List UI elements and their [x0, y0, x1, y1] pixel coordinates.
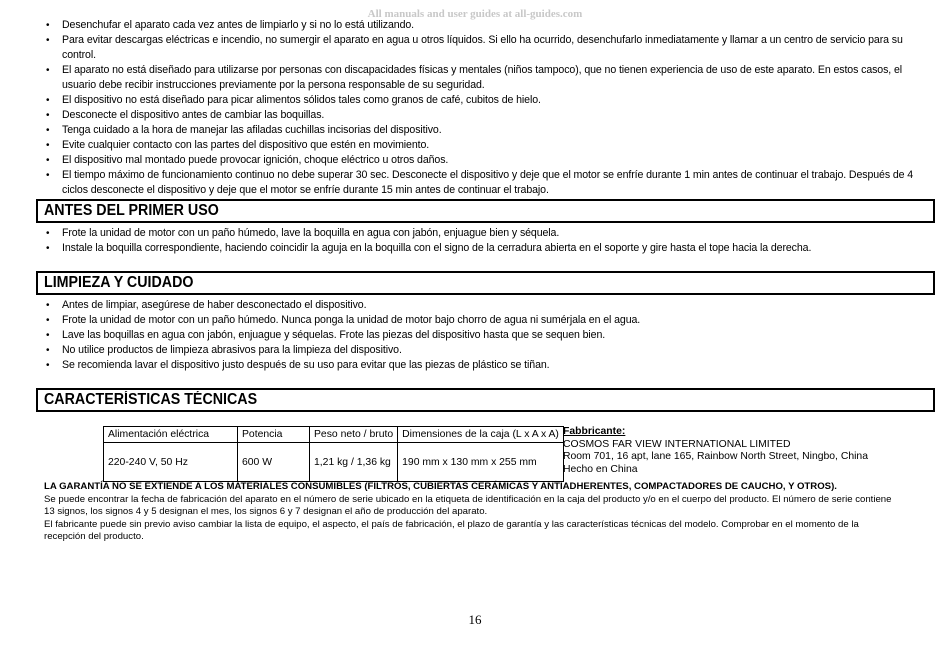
- table-header-cell: Alimentación eléctrica: [104, 427, 238, 443]
- manufacturer-origin: Hecho en China: [563, 463, 638, 475]
- cleaning-heading: [36, 271, 935, 295]
- table-row: [104, 443, 564, 482]
- list-item: • Tenga cuidado a la hora de manejar las afiladas cuchillas incisorias del dispositivo.: [40, 123, 935, 138]
- list-item: • El aparato no está diseñado para utilizarse por personas con discapacidades físicas y mentales (niños tampoco), que no tienen experiencia de uso de este aparato. En estos casos, el usuario debe recibir instrucciones previamente por la persona responsable de su seguridad.: [40, 63, 935, 93]
- list-item: • Desenchufar el aparato cada vez antes de limpiarlo y si no lo está utilizando.: [40, 18, 935, 33]
- table-cell: 1,21 kg / 1,36 kg: [310, 443, 398, 482]
- list-item: • El tiempo máximo de funcionamiento continuo no debe superar 30 sec. Desconecte el dispositivo y deje que el motor se enfríe durante 1 min antes de continuar el trabajo. Después de 4 ciclos desconecte el dispositivo y deje que el motor se enfríe durante 15 min antes de continuar el trabajo.: [40, 168, 935, 198]
- warranty-notice: LA GARANTÍA NO SE EXTIENDE A LOS MATERIALES CONSUMIBLES (FILTROS, CUBIERTAS CERÁMICAS Y ANTIADHERENTES, COMPACTADORES DE CAUCHO, Y OTROS).: [44, 481, 837, 492]
- list-item: • El dispositivo mal montado puede provocar ignición, choque eléctrico u otros daños.: [40, 153, 935, 168]
- list-item: • Frote la unidad de motor con un paño húmedo. Nunca ponga la unidad de motor bajo chorro de agua ni sumérjala en el agua.: [40, 313, 935, 328]
- manufacturer-name: COSMOS FAR VIEW INTERNATIONAL LIMITED: [563, 438, 791, 450]
- cleaning-title: LIMPIEZA Y CUIDADO: [44, 274, 194, 291]
- table-header-cell: Potencia: [238, 427, 310, 443]
- list-item: • Antes de limpiar, asegúrese de haber desconectado el dispositivo.: [40, 298, 935, 313]
- cleaning-list: [40, 298, 935, 373]
- list-item: • Lave las boquillas en agua con jabón, enjuague y séquelas. Frote las piezas del dispositivo hasta que se sequen bien.: [40, 328, 935, 343]
- first-use-title: ANTES DEL PRIMER USO: [44, 202, 219, 219]
- manufacturer-block: [563, 426, 868, 476]
- table-cell: 600 W: [238, 443, 310, 482]
- specs-heading: [36, 388, 935, 412]
- page-number: 16: [468, 612, 482, 627]
- manufacturer-label: Fabbricante:: [563, 426, 626, 437]
- list-item: • Desconecte el dispositivo antes de cambiar las boquillas.: [40, 108, 935, 123]
- watermark: All manuals and user guides at all-guides.com: [367, 8, 583, 20]
- list-item: • Frote la unidad de motor con un paño húmedo, lave la boquilla en agua con jabón, enjuague bien y séquela.: [40, 226, 935, 241]
- table-header-cell: Peso neto / bruto: [310, 427, 398, 443]
- first-use-heading: [36, 199, 935, 223]
- warranty-block: [44, 481, 899, 544]
- manufacturer-changes-notice: El fabricante puede sin previo aviso cambiar la lista de equipo, el aspecto, el país de fabricación, el plazo de garantía y las características técnicas del modelo. Comprobar en el momento de la recepción del producto.: [44, 518, 859, 542]
- list-item: • Se recomienda lavar el dispositivo justo después de su uso para evitar que las piezas de plástico se tiñan.: [40, 358, 935, 373]
- list-item: • Evite cualquier contacto con las partes del dispositivo que estén en movimiento.: [40, 138, 935, 153]
- manufacturer-address: Room 701, 16 apt, lane 165, Rainbow North Street, Ningbo, China: [563, 451, 868, 462]
- serial-number-info: Se puede encontrar la fecha de fabricación del aparato en el número de serie ubicado en la etiqueta de identificación en la caja del producto y/o en el cuerpo del producto. El número de serie contiene 13 signos, los signos 4 y 5 designan el mes, los signos 6 y 7 designan el año de producción del aparato.: [44, 493, 892, 517]
- table-row: [104, 427, 564, 443]
- table-header-cell: Dimensiones de la caja (L x A x A): [398, 427, 564, 443]
- list-item: • El dispositivo no está diseñado para picar alimentos sólidos tales como granos de café, cubitos de hielo.: [40, 93, 935, 108]
- list-item: • Instale la boquilla correspondiente, haciendo coincidir la aguja en la boquilla con el signo de la cerradura abierta en el soporte y gire hasta el tope hacia la derecha.: [40, 241, 935, 256]
- safety-list: [40, 18, 935, 198]
- list-item: • No utilice productos de limpieza abrasivos para la limpieza del dispositivo.: [40, 343, 935, 358]
- table-cell: 190 mm x 130 mm x 255 mm: [398, 443, 564, 482]
- table-cell: 220-240 V, 50 Hz: [104, 443, 238, 482]
- specs-table: [103, 426, 564, 482]
- first-use-list: [40, 226, 935, 256]
- list-item: • Para evitar descargas eléctricas e incendio, no sumergir el aparato en agua u otros líquidos. Si ello ha ocurrido, desenchufarlo inmediatamente y llamar a un centro de servicio para su control.: [40, 33, 935, 63]
- specs-title: CARACTERÍSTICAS TÉCNICAS: [44, 391, 258, 408]
